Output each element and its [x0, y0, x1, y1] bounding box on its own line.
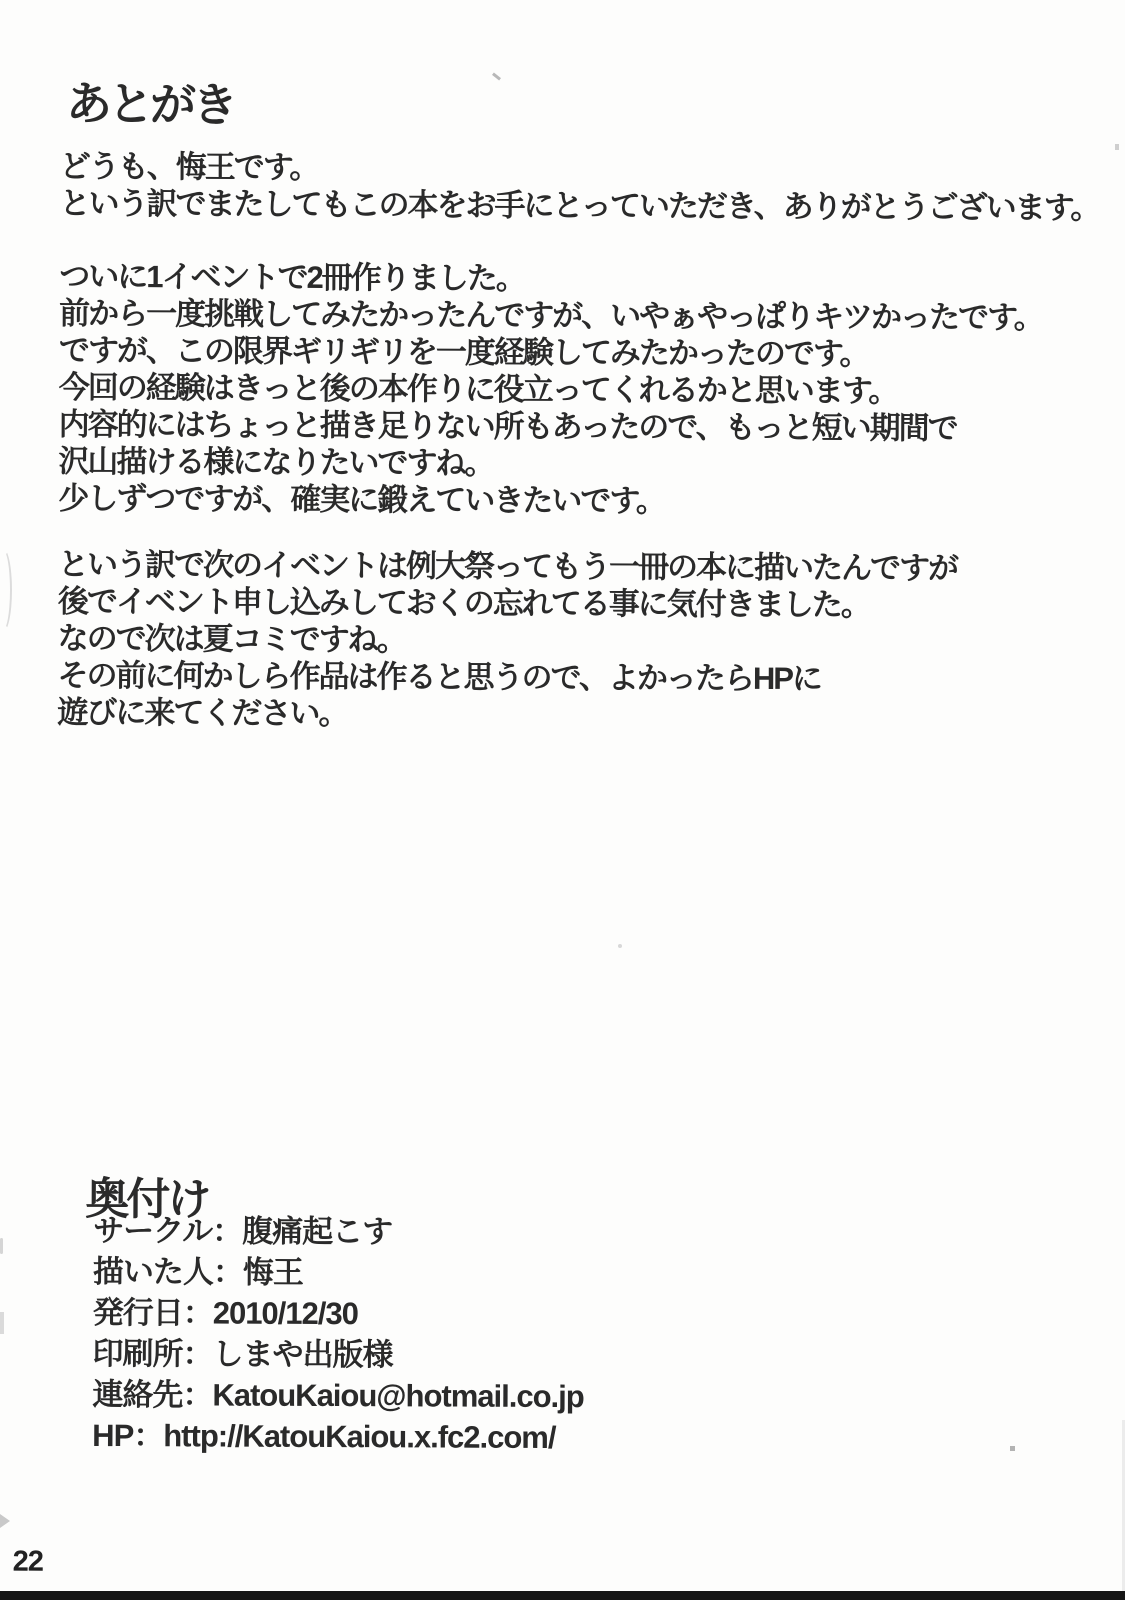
colophon-circle: サークル：腹痛起こす	[93, 1212, 393, 1250]
scan-artifact	[1010, 1446, 1015, 1451]
scan-artifact	[0, 1312, 4, 1334]
colophon-website-url: HP：http://KatouKaiou.x.fc2.com/	[92, 1417, 556, 1455]
afterword-line: という訳で次のイベントは例大祭ってもう一冊の本に描いたんですが	[57, 546, 958, 586]
colophon-title: 奥付け	[85, 1174, 209, 1224]
colophon-artist: 描いた人：悔王	[92, 1253, 304, 1290]
scan-artifact	[0, 1514, 10, 1528]
afterword-paragraph-experience	[58, 258, 1043, 521]
afterword-line: 遊びに来てください。	[57, 694, 348, 732]
afterword-line: どうも、悔王です。	[59, 148, 319, 185]
page-number: 22	[12, 1545, 44, 1578]
scan-artifact	[0, 1238, 3, 1254]
colophon-publish-date: 発行日：2010/12/30	[92, 1294, 358, 1332]
afterword-line: 内容的にはちょっと描き足りない所もあったので、もっと短い期間で	[58, 406, 957, 446]
afterword-paragraph-greeting	[60, 148, 1100, 227]
afterword-line: ついに1イベントで2冊作りました。	[59, 258, 525, 296]
colophon-contact-email: 連絡先：KatouKaiou@hotmail.co.jp	[92, 1376, 584, 1415]
afterword-line: 後でイベント申し込みしておくの忘れてる事に気付きました。	[57, 583, 870, 623]
scan-artifact	[618, 944, 622, 948]
colophon-printer: 印刷所：しまや出版様	[92, 1335, 393, 1373]
afterword-line: その前に何かしら作品は作ると思うので、よかったらHPに	[57, 657, 822, 697]
afterword-paragraph-next-event	[57, 546, 957, 735]
scan-edge-bar	[0, 1591, 1125, 1600]
afterword-line: なので次は夏コミですね。	[57, 620, 406, 658]
afterword-line: 今回の経験はきっと後の本作りに役立ってくれるかと思います。	[58, 369, 898, 409]
afterword-line: ですが、この限界ギリギリを一度経験してみたかったのです。	[58, 332, 869, 372]
afterword-line: 少しずつですが、確実に鍛えていきたいです。	[58, 480, 665, 519]
colophon-block	[92, 1210, 584, 1458]
afterword-line: 前から一度挑戦してみたかったんですが、いやぁやっぱりキツかったです。	[59, 295, 1043, 336]
scan-artifact	[1115, 144, 1119, 150]
afterword-line: 沢山描ける様になりたいですね。	[58, 443, 494, 481]
afterword-title: あとがき	[65, 77, 235, 131]
afterword-line: という訳でまたしてもこの本をお手にとっていただき、ありがとうございます。	[59, 185, 1100, 226]
